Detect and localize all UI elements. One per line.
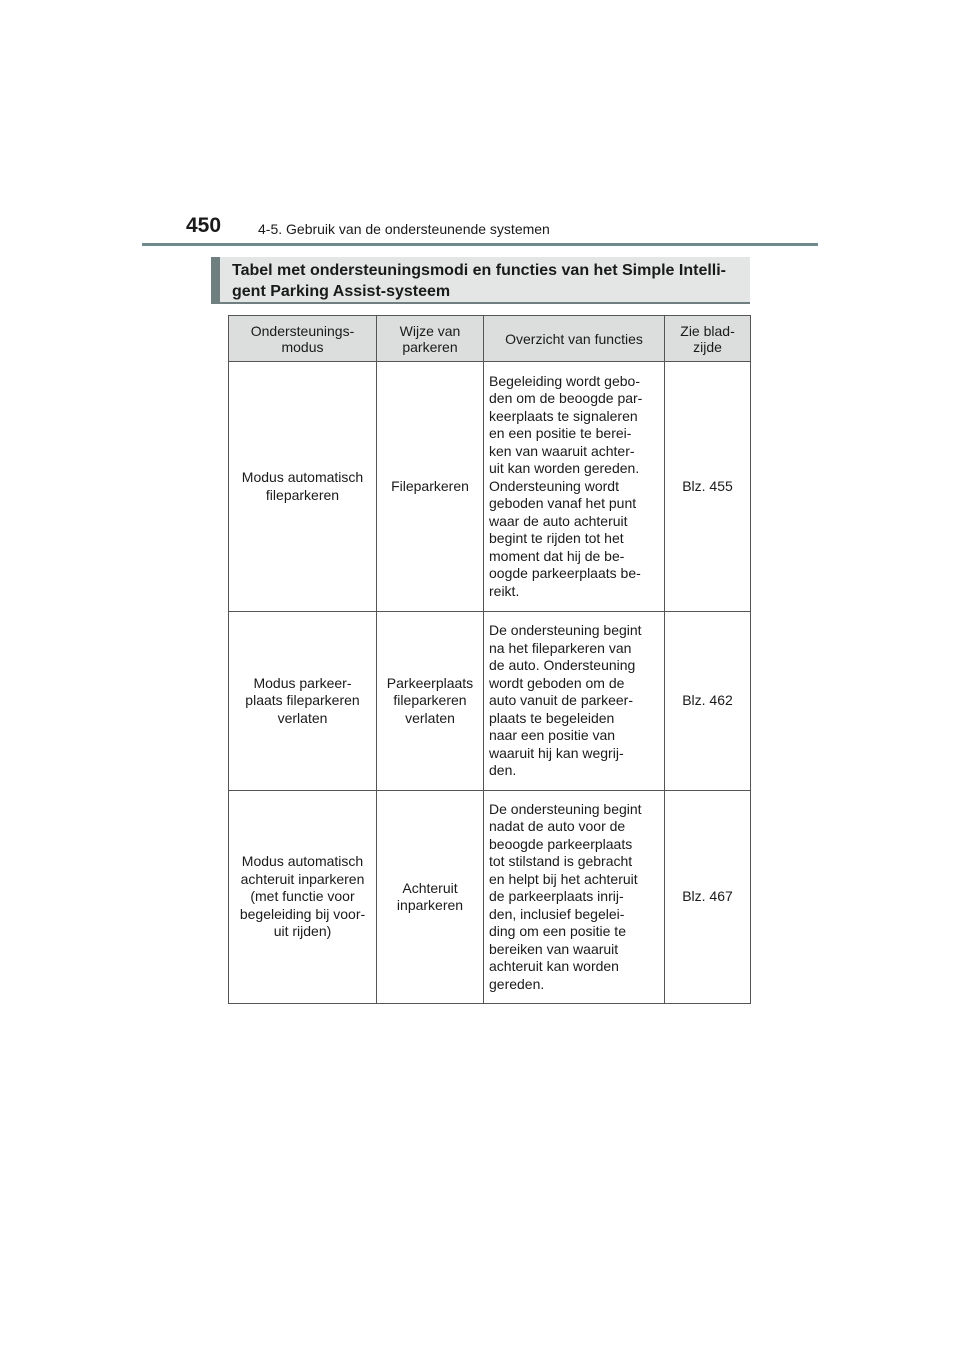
cell-mode: Modus automatisch achteruit inparkeren (met functie voor begeleiding bij voor- uit rijden) — [229, 791, 377, 1004]
cell-function-overview: De ondersteuning begint na het fileparkeren van de auto. Ondersteuning wordt geboden om de auto vanuit de parkeer- plaats te begeleiden naar een positie van waaruit hij kan wegrij- den. — [484, 612, 665, 791]
header-page-ref: Zie blad- zijde — [665, 316, 751, 362]
cell-page-ref: Blz. 455 — [665, 362, 751, 612]
table-row — [229, 612, 751, 791]
table-header-row — [229, 316, 751, 362]
cell-function-overview: De ondersteuning begint nadat de auto voor de beoogde parkeerplaats tot stilstand is gebracht en helpt bij het achteruit de parkeerplaats inrij- den, inclusief begelei- ding om een positie te bereiken van waaruit achteruit kan worden gereden. — [484, 791, 665, 1004]
header-parking-method: Wijze van parkeren — [377, 316, 484, 362]
section-header: 4-5. Gebruik van de ondersteunende systemen — [258, 221, 550, 237]
section-title: Tabel met ondersteuningsmodi en functies van het Simple Intelli- gent Parking Assist-systeem — [232, 262, 726, 300]
cell-mode: Modus parkeer- plaats fileparkeren verlaten — [229, 612, 377, 791]
table-row — [229, 791, 751, 1004]
cell-page-ref: Blz. 467 — [665, 791, 751, 1004]
functions-table — [228, 315, 751, 1004]
page-number: 450 — [186, 214, 222, 237]
cell-parking-method: Fileparkeren — [377, 362, 484, 612]
table-row — [229, 362, 751, 612]
cell-page-ref: Blz. 462 — [665, 612, 751, 791]
header-divider — [142, 243, 818, 246]
cell-parking-method: Parkeerplaats fileparkeren verlaten — [377, 612, 484, 791]
cell-parking-method: Achteruit inparkeren — [377, 791, 484, 1004]
cell-mode: Modus automatisch fileparkeren — [229, 362, 377, 612]
header-mode: Ondersteunings- modus — [229, 316, 377, 362]
cell-function-overview: Begeleiding wordt gebo- den om de beoogde par- keerplaats te signaleren en een positie te berei- ken van waaruit achter- uit kan worden gereden. Ondersteuning wordt geboden vanaf het punt waar de auto achteruit begint te rijden tot het moment dat hij de be- oogde parkeerplaats be- reikt. — [484, 362, 665, 612]
section-title-box — [211, 257, 750, 304]
header-function-overview: Overzicht van functies — [484, 316, 665, 362]
